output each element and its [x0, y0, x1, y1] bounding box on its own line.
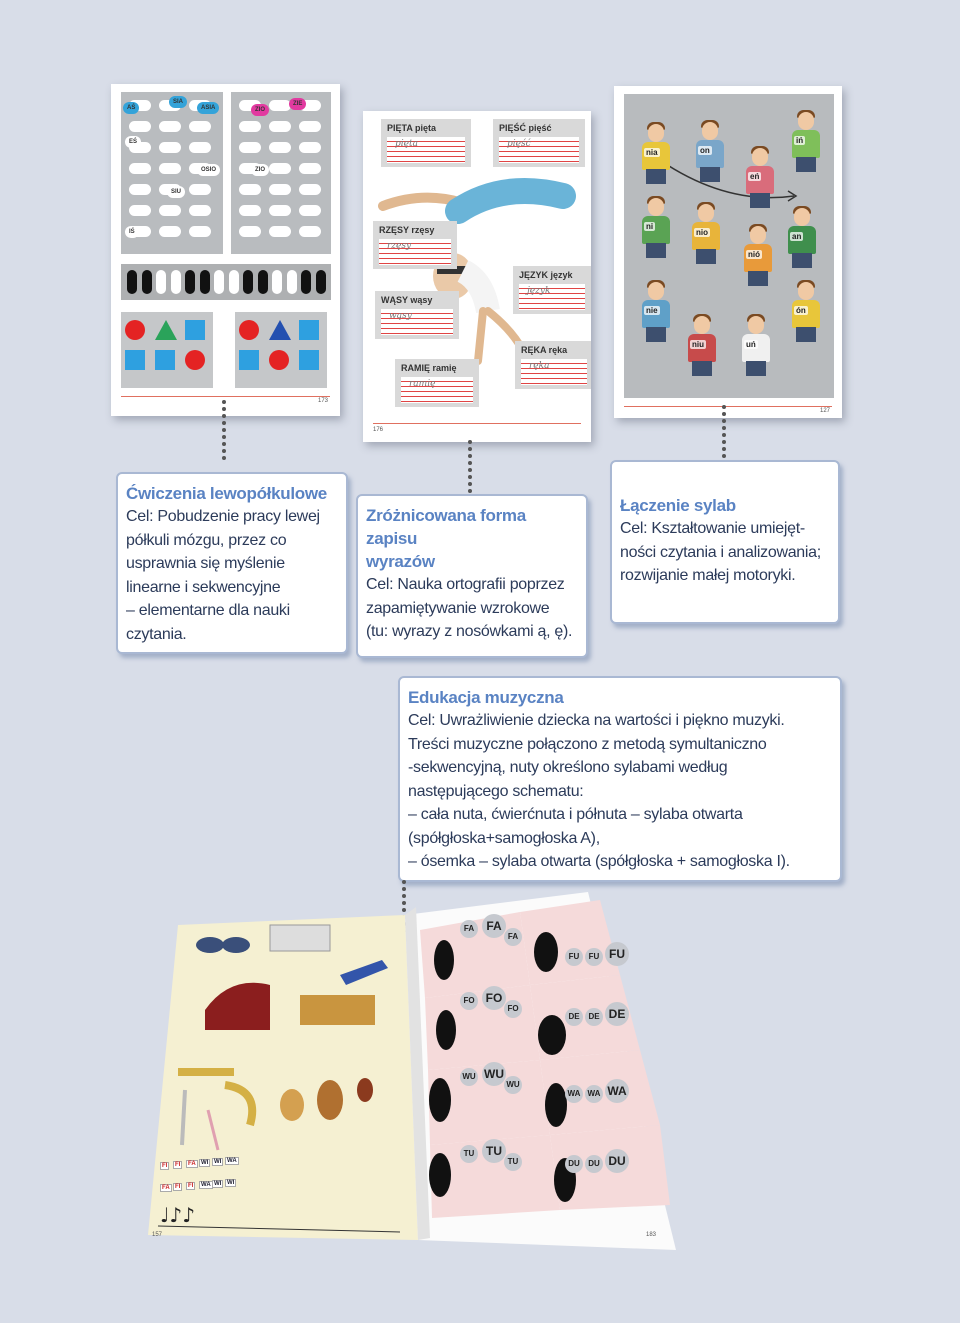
svg-text:♩♪♪: ♩♪♪	[160, 1203, 195, 1227]
syllable-label: nia	[646, 148, 658, 157]
syllable-tag: EŚ	[125, 136, 141, 148]
note-syllable-tag: FI	[175, 1184, 181, 1190]
caption-title: Ćwiczenia lewopółkulowe	[126, 484, 327, 503]
syllable-bubble: FA	[460, 920, 478, 938]
note-syllable-tag: FA	[162, 1185, 170, 1191]
syllable-bubble: WA	[565, 1085, 583, 1103]
note-syllable-tag: WA	[227, 1158, 237, 1164]
page-number: 176	[373, 427, 384, 433]
syllable-label: nie	[646, 306, 658, 315]
caption-body: Cel: Pobudzenie pracy lewej półkuli mózgu, przez co usprawnia się myślenie linearne i sekwencyjne – elementarne dla nauki czytania.	[126, 508, 320, 643]
book-left-page-number: 157	[152, 1232, 163, 1238]
syllable-bubble: FU	[585, 948, 603, 966]
syllable-tag: OSIO	[197, 164, 220, 176]
syllable-label: niu	[692, 340, 704, 349]
syllable-label: on	[700, 146, 710, 155]
handwritten-word: ramię	[409, 379, 436, 389]
page-number: 127	[819, 408, 830, 414]
syllable-bubble: WA	[605, 1079, 629, 1103]
syllable-bubble: DU	[585, 1155, 603, 1173]
syllable-bubble: WA	[585, 1085, 603, 1103]
syllable-bubble: FA	[482, 914, 506, 938]
handwritten-word: ręka	[529, 361, 550, 371]
note-syllable-tag: WA	[201, 1182, 211, 1188]
caption-title: Edukacja muzyczna	[408, 688, 564, 707]
word-label: RĘKA ręka	[521, 345, 568, 355]
handwritten-word: język	[527, 286, 551, 296]
word-label: JĘZYK język	[519, 270, 573, 280]
page-number: 173	[317, 398, 328, 404]
note-syllable-tag: FI	[162, 1163, 168, 1169]
note-syllable-tag: WI	[214, 1159, 222, 1165]
syllable-bubble: DU	[605, 1149, 629, 1173]
syllable-tag: SIU	[167, 186, 185, 198]
syllable-bubble: TU	[504, 1153, 522, 1171]
syllable-tag: ZIO	[251, 104, 269, 116]
syllable-bubble: DU	[565, 1155, 583, 1173]
syllable-bubble: FU	[565, 948, 583, 966]
word-label: PIĘŚĆ pięść	[499, 123, 552, 133]
syllable-tag: IŚ	[125, 226, 139, 238]
syllable-label: nio	[696, 228, 708, 237]
syllable-label: iń	[796, 136, 804, 145]
word-label: RZĘSY rzęsy	[379, 225, 435, 235]
caption-title: Zróżnicowana forma zapisu wyrazów	[366, 506, 526, 571]
syllable-tag: SIA	[169, 96, 187, 108]
syllable-label: ni	[646, 222, 654, 231]
caption-title: Łączenie sylab	[620, 496, 736, 515]
syllable-label: an	[792, 232, 802, 241]
syllable-bubble: FO	[504, 1000, 522, 1018]
note-syllable-tag: WI	[214, 1181, 222, 1187]
word-label: PIĘTA pięta	[387, 123, 437, 133]
caption-body: Cel: Kształtowanie umiejęt- ności czytania i analizowania; rozwijanie małej motoryki.	[620, 520, 821, 584]
syllable-bubble: FO	[482, 986, 506, 1010]
handwritten-word: wąsy	[389, 311, 412, 321]
caption-body: Cel: Uwrażliwienie dziecka na wartości i piękno muzyki. Treści muzyczne połączono z metodą symultaniczno -sekwencyjną, nuty określono sylabami według następującego schematu: – cała nuta, ćwierćnuta i półnuta – sylaba otwarta (spółgłoska+samogłoska A), – ósemka – sylaba otwarta (spółgłoska + samogłoska I).	[408, 712, 790, 870]
syllable-tag: ZIE	[289, 98, 306, 110]
syllable-bubble: WU	[504, 1076, 522, 1094]
syllable-bubble: DE	[565, 1008, 583, 1026]
note-syllable-tag: WI	[201, 1160, 209, 1166]
caption-body: Cel: Nauka ortografii poprzez zapamiętywanie wzrokowe (tu: wyrazy z nosówkami ą, ę).	[366, 576, 573, 640]
note-syllable-tag: FA	[188, 1161, 196, 1167]
syllable-bubble: DE	[605, 1002, 629, 1026]
syllable-tag: ZIO	[251, 164, 269, 176]
word-label: WĄSY wąsy	[381, 295, 433, 305]
syllable-tag: AŚ	[123, 102, 139, 114]
syllable-label: ón	[796, 306, 806, 315]
syllable-bubble: WU	[460, 1068, 478, 1086]
syllable-bubble: FA	[504, 928, 522, 946]
handwritten-word: pięta	[395, 139, 418, 149]
syllable-label: eń	[750, 172, 760, 181]
syllable-bubble: TU	[482, 1139, 506, 1163]
syllable-label: uń	[746, 340, 756, 349]
syllable-label: nió	[748, 250, 760, 259]
word-label: RAMIĘ ramię	[401, 363, 457, 373]
handwritten-word: rzęsy	[387, 241, 412, 251]
syllable-bubble: DE	[585, 1008, 603, 1026]
note-syllable-tag: WI	[227, 1180, 235, 1186]
syllable-bubble: FU	[605, 942, 629, 966]
syllable-tag: ASIA	[197, 102, 219, 114]
syllable-bubble: FO	[460, 992, 478, 1010]
syllable-bubble: WU	[482, 1062, 506, 1086]
book-right-page-number: 183	[646, 1232, 657, 1238]
handwritten-word: pięść	[507, 139, 531, 149]
note-syllable-tag: FI	[175, 1162, 181, 1168]
note-syllable-tag: FI	[188, 1183, 194, 1189]
syllable-bubble: TU	[460, 1145, 478, 1163]
